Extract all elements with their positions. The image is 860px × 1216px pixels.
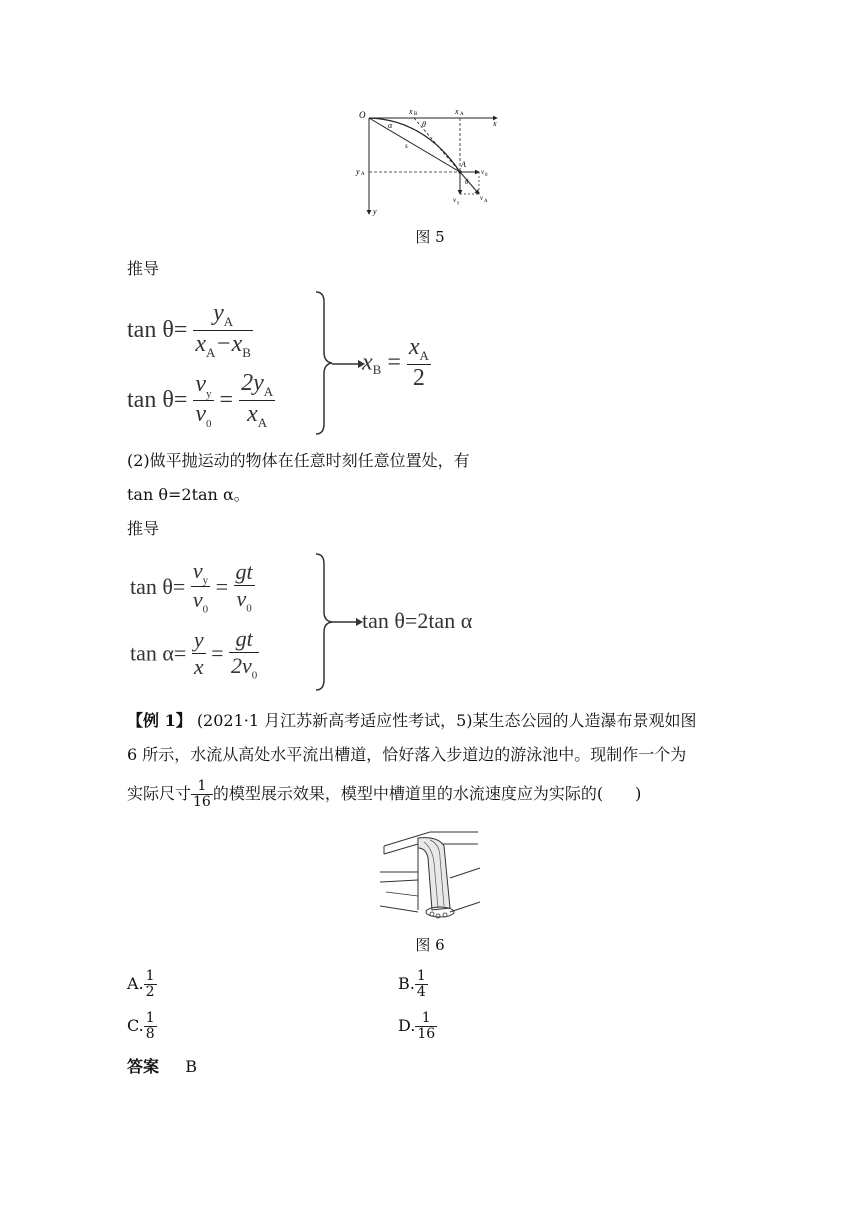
svg-text:B: B (414, 112, 418, 117)
svg-text:y: y (373, 207, 377, 216)
svg-text:θ: θ (465, 178, 469, 186)
svg-text:A: A (484, 199, 488, 204)
svg-text:x: x (409, 107, 413, 116)
derivation-1-arrow (332, 358, 366, 370)
svg-text:θ: θ (422, 120, 426, 129)
svg-text:0: 0 (485, 173, 488, 178)
svg-text:A: A (361, 172, 365, 177)
option-c[interactable]: C. $\frac{1}{8}$ (127, 1010, 155, 1042)
svg-text:x: x (455, 107, 459, 116)
svg-text:v: v (453, 196, 457, 204)
example-1-line-3: 实际尺寸 $\frac{1}{16}$ 的模型展示效果，模型中槽道里的水流速度应为实际的( ) (127, 778, 642, 810)
option-d[interactable]: D. $\frac{1}{16}$ (398, 1010, 436, 1042)
origin-label: O (359, 110, 366, 120)
svg-text:v: v (481, 168, 485, 176)
svg-text:y: y (356, 167, 360, 176)
figure-5-caption: 图 5 (415, 228, 445, 246)
derivation-2-arrow (330, 616, 364, 628)
derivation-1-result: $x_B$ = $\frac{x_A}{2}$ (362, 334, 429, 391)
example-1-line-1: 【例 1】 (2021·1 月江苏新高考适应性考试，5)某生态公园的人造瀑布景观如图 (127, 711, 697, 730)
derivation-2-result: tan θ=2tan α (362, 608, 473, 633)
svg-text:A: A (461, 160, 466, 169)
svg-text:s: s (405, 142, 408, 150)
svg-text:v: v (480, 194, 484, 202)
option-a[interactable]: A. $\frac{1}{2}$ (127, 968, 155, 1000)
paragraph-2-line-1: (2)做平抛运动的物体在任意时刻任意位置处，有 (127, 451, 470, 470)
svg-text:x: x (493, 119, 497, 128)
derivation-2: tan θ= $\frac{v_y}{v_0}$ = $\frac{gt}{v_0}$ tan α= $\frac{y}{x}$ = $\frac{gt}{2v_0}$ (130, 558, 258, 682)
answer-label: 答案 (127, 1057, 160, 1076)
derivation-2-heading: 推导 (127, 519, 160, 538)
option-b[interactable]: B. $\frac{1}{4}$ (398, 968, 426, 1000)
example-1-line-2: 6 所示，水流从高处水平流出槽道，恰好落入步道边的游泳池中。现制作一个为 (127, 745, 687, 764)
svg-text:α: α (388, 121, 393, 130)
answer-line (127, 1056, 197, 1078)
svg-text:y: y (457, 201, 460, 206)
paragraph-2-line-2: tan θ=2tan α。 (127, 485, 250, 504)
derivation-1: tan θ= $\frac{y_A}{x_A-x_B}$ tan θ= $\frac{v_y}{v_0}$ = $\frac{2y_A}{x_A}$ (127, 300, 274, 430)
figure-6-waterfall-illustration (378, 828, 482, 924)
example-tag: 【例 1】 (127, 711, 192, 730)
derivation-1-heading: 推导 (127, 259, 160, 278)
figure-5-diagram (355, 104, 505, 220)
figure-6-caption: 图 6 (415, 936, 445, 954)
tangent-line (414, 118, 460, 172)
answer-value: B (185, 1057, 197, 1076)
svg-text:A: A (460, 112, 464, 117)
displacement-chord (369, 118, 460, 172)
